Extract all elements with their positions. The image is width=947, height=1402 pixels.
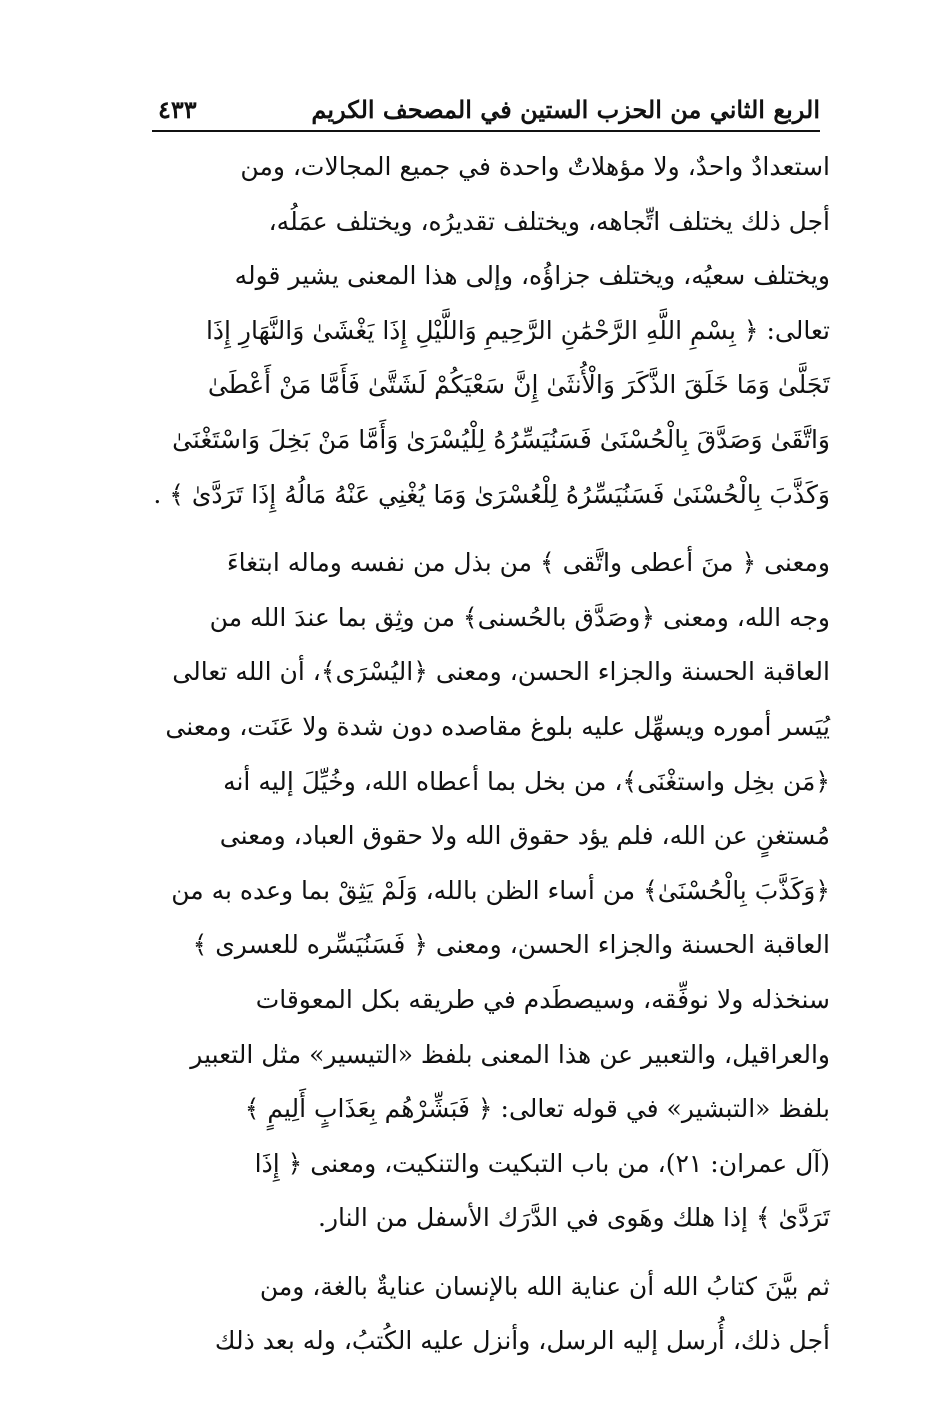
running-title: الربع الثاني من الحزب الستين في المصحف الكريم — [311, 95, 820, 124]
paragraph-2: ومعنى ﴿ منَ أعطى واتَّقى ﴾ من بذل من نفسه وماله ابتغاءَ وجه الله، ومعنى ﴿وصَدَّق بالحُسنى﴾ من وثِق بما عندَ الله من العاقبة الحسنة والجزاء الحسن، ومعنى ﴿اليُسْرَى﴾، أن الله تعالى يُيَسر أموره ويسهِّل عليه بلوغ مقاصده دون شدة ولا عَنَت، ومعنى ﴿مَن بخِل واستغْنَى﴾، من بخل بما أعطاه الله، وخُيِّلَ إليه أنه مُستغنٍ عن الله، فلم يؤد حقوق الله ولا حقوق العباد، ومعنى ﴿وَكَذَّبَ بِالْحُسْنَىٰ﴾ من أساء الظن بالله، وَلَمْ يَثِقْ بما وعده به من العاقبة الحسنة والجزاء الحسن، ومعنى ﴿ فَسَنُيَسِّره للعسرى ﴾ سنخذله ولا نوفِّقه، وسيصطَدم في طريقه بكل المعوقات والعراقيل، والتعبير عن هذا المعنى بلفظ «التيسير» مثل التعبير بلفظ «التبشير» في قوله تعالى: ﴿ فَبَشِّرْهُم بِعَذَابٍ أَلِيمٍ ﴾ (آل عمران: ٢١)، من باب التبكيت والتنكيت، ومعنى ﴿ إِذَا تَرَدَّىٰ ﴾ إذا هلك وهَوى في الدَّرَك الأسفل من النار. — [165, 548, 830, 1233]
paragraph-1: استعدادٌ واحدٌ، ولا مؤهلاتٌ واحدة في جميع المجالات، ومن أجل ذلك يختلف اتِّجاهه، ويختلف تقديرُه، ويختلف عمَلُه، ويختلف سعيُه، ويختلف جزاؤُه، وإلى هذا المعنى يشير قوله تعالى: ﴿ بِسْمِ اللَّهِ الرَّحْمَٰنِ الرَّحِيمِ وَاللَّيْلِ إِذَا يَغْشَىٰ وَالنَّهَارِ إِذَا تَجَلَّىٰ وَمَا خَلَقَ الذَّكَرَ وَالْأُنثَىٰ إِنَّ سَعْيَكُمْ لَشَتَّىٰ فَأَمَّا مَنْ أَعْطَىٰ وَاتَّقَىٰ وَصَدَّقَ بِالْحُسْنَىٰ فَسَنُيَسِّرُهُ لِلْيُسْرَىٰ وَأَمَّا مَنْ بَخِلَ وَاسْتَغْنَىٰ وَكَذَّبَ بِالْحُسْنَىٰ فَسَنُيَسِّرُهُ لِلْعُسْرَىٰ وَمَا يُغْنِي عَنْهُ مَالُهُ إِذَا تَرَدَّىٰ ﴾ . — [153, 152, 830, 509]
header-divider — [152, 130, 820, 132]
paragraph-3: ثم بيَّنَ كتابُ الله أن عناية الله بالإنسان عنايةٌ بالغة، ومن أجل ذلك، أُرسل إليه الرسل، وأنزل عليه الكُتبُ، وله بعد ذلك — [214, 1271, 830, 1356]
page-body — [134, 140, 830, 1369]
page-header — [152, 93, 820, 129]
page-number: ٤٣٣ — [158, 95, 197, 124]
